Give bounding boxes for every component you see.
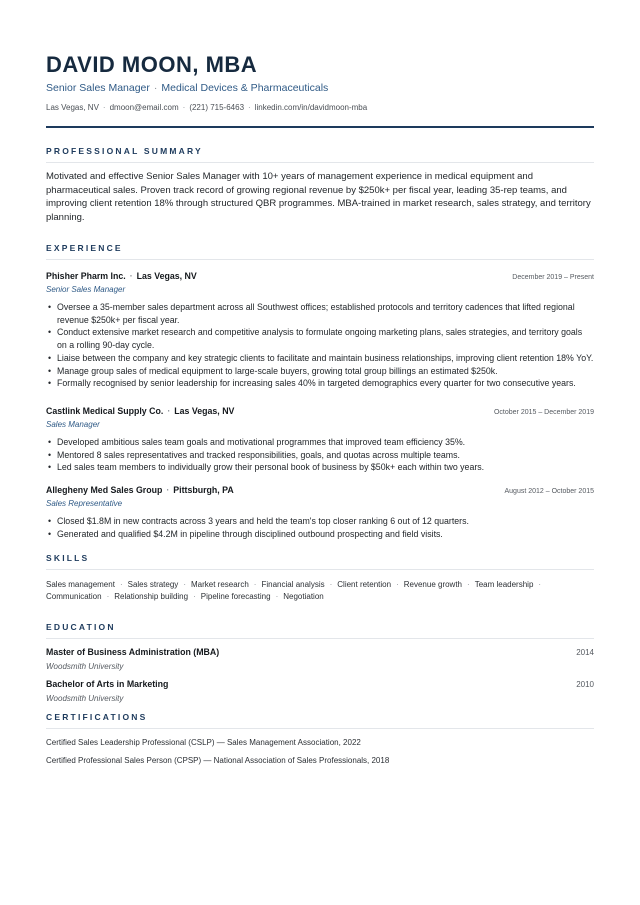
edu-school: Woodsmith University xyxy=(46,694,124,704)
job-title: Senior Sales Manager xyxy=(46,82,150,94)
skill-item: Pipeline forecasting xyxy=(200,592,271,602)
job-bullet: • Liaise between the company and key strategic clients to facilitate and maintain business relationships, improving client retention 18% YoY. xyxy=(46,352,594,365)
education-entry xyxy=(46,647,594,672)
skill-item: Client retention xyxy=(337,580,392,590)
education-section xyxy=(46,622,594,704)
job-bullet: • Manage group sales of medical equipment to large-scale buyers, growing total group billings an estimated $250k. xyxy=(46,365,594,378)
job-location: Pittsburgh, PA xyxy=(173,485,234,496)
separator-dot: · xyxy=(166,485,170,496)
section-divider xyxy=(46,569,594,570)
section-divider xyxy=(46,162,594,163)
edu-school: Woodsmith University xyxy=(46,662,124,672)
job-bullet: • Developed ambitious sales team goals and motivational programmes that improved team efficiency 35%. xyxy=(46,436,594,449)
job-bullet: • Mentored 8 sales representatives and tracked responsibilities, goals, and quotas across multiple teams. xyxy=(46,449,594,462)
skill-item: Financial analysis xyxy=(261,580,325,590)
job-role: Sales Manager xyxy=(46,419,100,429)
summary-text: Motivated and effective Senior Sales Manager with 10+ years of management experience in medical equipment and pharmaceutical sales. Proven track record of growing regional revenue by $250k+ per fiscal year, leading 35-rep teams, and improving client retention 18% through structured QBR programmes. MBA-trained in market research, sales strategy, and territory planning. xyxy=(46,171,591,223)
job-entry xyxy=(46,406,594,474)
edu-year: 2014 xyxy=(576,648,594,658)
summary-section xyxy=(46,146,594,224)
section-divider xyxy=(46,638,594,639)
header-divider xyxy=(46,126,594,128)
resume-page xyxy=(46,52,594,766)
skill-item: Sales strategy xyxy=(127,580,179,590)
job-location: Las Vegas, NV xyxy=(136,271,197,281)
contact-phone: (221) 715-6463 xyxy=(189,103,245,112)
section-heading: SKILLS xyxy=(46,553,90,564)
job-bullet: • Led sales team members to individually grow their personal book of business by $50k+ each within two years. xyxy=(46,461,594,474)
separator-dot: · xyxy=(182,103,186,112)
skill-item: Revenue growth xyxy=(403,580,463,590)
job-role: Sales Representative xyxy=(46,499,123,509)
contact-line xyxy=(46,102,594,114)
job-bullet: • Conduct extensive market research and competitive analysis to formulate ongoing marketing plans, sales strategies, and territory goals on a rolling 90-day cycle. xyxy=(46,326,594,351)
edu-degree: Master of Business Administration (MBA) xyxy=(46,647,220,658)
job-bullet: • Closed $1.8M in new contracts across 3 years and held the team's top closer ranking 6 out of 12 quarters. xyxy=(46,515,594,528)
separator-dot: · xyxy=(167,405,171,416)
job-bullet: • Generated and qualified $4.2M in pipeline through disciplined outbound prospecting and field visits. xyxy=(46,528,594,541)
skill-item: Market research xyxy=(190,580,249,590)
job-org xyxy=(46,271,197,281)
skills-section xyxy=(46,553,594,603)
skill-item: Negotiation xyxy=(283,592,324,602)
industry: Medical Devices & Pharmaceuticals xyxy=(161,82,329,94)
job-dates: October 2015 – December 2019 xyxy=(493,408,594,416)
job-company: Phisher Pharm Inc. xyxy=(46,271,126,281)
section-divider xyxy=(46,259,594,260)
resume-header xyxy=(46,52,594,128)
job-dates: December 2019 – Present xyxy=(512,274,594,281)
job-role: Senior Sales Manager xyxy=(46,285,126,294)
job-org xyxy=(46,406,234,416)
job-location: Las Vegas, NV xyxy=(174,405,235,416)
job-bullets xyxy=(46,301,594,390)
separator-dot: · xyxy=(248,103,251,112)
job-bullet: • Oversee a 35-member sales department across all Southwest offices; established protocols and territory cadences that lifted regional revenue $250k+ per fiscal year. xyxy=(46,301,594,326)
job-entry xyxy=(46,271,594,390)
job-bullet: • Formally recognised by senior leadership for increasing sales 40% in targeted demographics every quarter for two consecutive years. xyxy=(46,377,594,390)
job-dates: August 2012 – October 2015 xyxy=(504,488,594,496)
edu-year: 2010 xyxy=(576,680,594,690)
job-company: Allegheny Med Sales Group xyxy=(46,485,163,496)
separator-dot: · xyxy=(102,103,106,112)
education-entry xyxy=(46,679,594,704)
experience-section xyxy=(46,243,594,540)
section-heading: PROFESSIONAL SUMMARY xyxy=(46,146,203,156)
skill-item: Sales management xyxy=(46,580,115,590)
section-heading: CERTIFICATIONS xyxy=(46,712,148,723)
separator-dot: · xyxy=(129,271,133,281)
tagline xyxy=(46,81,594,95)
section-heading: EDUCATION xyxy=(46,622,116,633)
skills-list: Sales management · Sales strategy · Market research · Financial analysis · Client retention · Revenue growth · Team leadership · Communication · Relationship building · Pipeline forecasting · Negotiation xyxy=(46,580,542,602)
skill-item: Communication xyxy=(46,592,102,602)
skill-item: Team leadership xyxy=(474,580,534,590)
certification-item: Certified Professional Sales Person (CPSP) — National Association of Sales Professionals, 2018 xyxy=(46,756,390,766)
job-bullets xyxy=(46,436,594,474)
job-bullets xyxy=(46,515,594,540)
certification-item: Certified Sales Leadership Professional (CSLP) — Sales Management Association, 2022 xyxy=(46,738,361,748)
candidate-name: DAVID MOON, MBA xyxy=(46,52,258,77)
skill-item: Relationship building xyxy=(114,592,189,602)
job-company: Castlink Medical Supply Co. xyxy=(46,405,164,416)
job-org xyxy=(46,485,234,495)
separator-dot: · xyxy=(153,82,158,94)
contact-location: Las Vegas, NV xyxy=(46,103,99,112)
contact-linkedin[interactable]: linkedin.com/in/davidmoon-mba xyxy=(254,103,368,112)
edu-degree: Bachelor of Arts in Marketing xyxy=(46,679,169,690)
contact-email[interactable]: dmoon@email.com xyxy=(109,103,179,112)
job-entry xyxy=(46,485,594,540)
certifications-section xyxy=(46,712,594,766)
section-divider xyxy=(46,728,594,729)
section-heading: EXPERIENCE xyxy=(46,243,123,253)
